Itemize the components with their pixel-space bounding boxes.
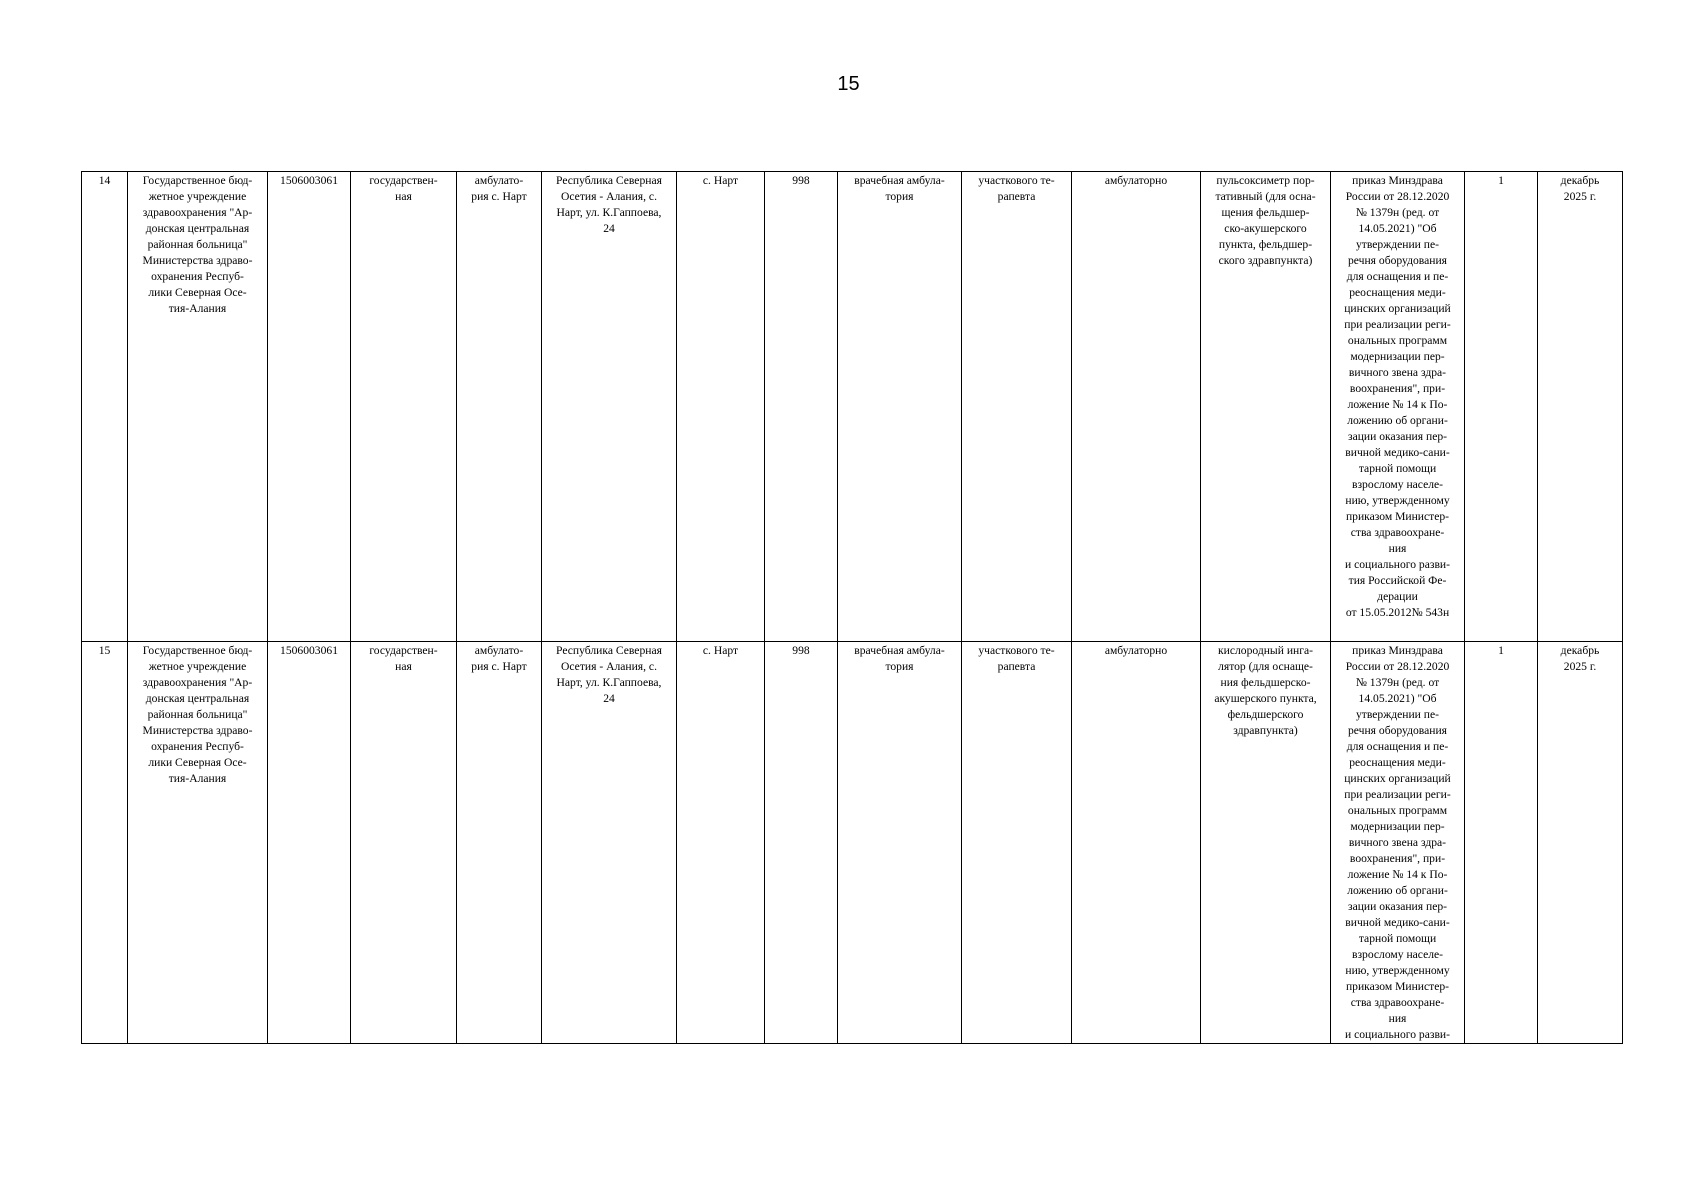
cell-institution: Государственное бюд- жетное учреждение здравоохранения "Ар- донская центральная районная больница" Министерства здраво- охранения Респуб- лики Северная Осе- тия-Алания (128, 642, 268, 1044)
cell-facility: амбулато- рия с. Нарт (457, 642, 542, 1044)
cell-quantity: 1 (1465, 172, 1538, 642)
cell-equipment: кислородный инга- лятор (для оснаще- ния фельдшерско- акушерского пункта, фельдшерского здравпункта) (1201, 642, 1331, 1044)
cell-number: 14 (82, 172, 128, 642)
cell-position: участкового те- рапевта (962, 172, 1072, 642)
cell-inn: 1506003061 (268, 172, 351, 642)
cell-facility: амбулато- рия с. Нарт (457, 172, 542, 642)
cell-population: 998 (765, 172, 838, 642)
cell-number: 15 (82, 642, 128, 1044)
page-number: 15 (837, 73, 860, 95)
cell-legal-basis: приказ Минздрава России от 28.12.2020 № 1379н (ред. от 14.05.2021) "Об утверждении пе- речня оборудования для оснащения и пе- реоснащения меди- цинских организаций при реализации реги- ональных программ модернизации пер- вичного звена здра- воохранения", при- ложение № 14 к По- ложению об органи- зации оказания пер- вичной медико-сани- тарной помощи взрослому населе- нию, утвержденному приказом Министер- ства здравоохране- ния и социального разви- (1331, 642, 1465, 1044)
cell-address: Республика Северная Осетия - Алания, с. Нарт, ул. К.Гаппоева, 24 (542, 642, 677, 1044)
cell-quantity: 1 (1465, 642, 1538, 1044)
table-row (82, 172, 1623, 642)
cell-population: 998 (765, 642, 838, 1044)
cell-position: участкового те- рапевта (962, 642, 1072, 1044)
equipment-table (81, 171, 1623, 1044)
cell-settlement: с. Нарт (677, 642, 765, 1044)
cell-institution: Государственное бюд- жетное учреждение здравоохранения "Ар- донская центральная районная больница" Министерства здраво- охранения Респуб- лики Северная Осе- тия-Алания (128, 172, 268, 642)
cell-term: декабрь 2025 г. (1538, 172, 1623, 642)
cell-unit-type: врачебная амбула- тория (838, 172, 962, 642)
cell-settlement: с. Нарт (677, 172, 765, 642)
cell-unit-type: врачебная амбула- тория (838, 642, 962, 1044)
cell-ownership: государствен- ная (351, 172, 457, 642)
cell-term: декабрь 2025 г. (1538, 642, 1623, 1044)
cell-address: Республика Северная Осетия - Алания, с. Нарт, ул. К.Гаппоева, 24 (542, 172, 677, 642)
cell-care-form: амбулаторно (1072, 172, 1201, 642)
cell-legal-basis: приказ Минздрава России от 28.12.2020 № 1379н (ред. от 14.05.2021) "Об утверждении пе- речня оборудования для оснащения и пе- реоснащения меди- цинских организаций при реализации реги- ональных программ модернизации пер- вичного звена здра- воохранения", при- ложение № 14 к По- ложению об органи- зации оказания пер- вичной медико-сани- тарной помощи взрослому населе- нию, утвержденному приказом Министер- ства здравоохране- ния и социального разви- тия Российской Фе- дерации от 15.05.2012№ 543н (1331, 172, 1465, 642)
cell-equipment: пульсоксиметр пор- тативный (для осна- щения фельдшер- ско-акушерского пункта, фельдшер- ского здравпункта) (1201, 172, 1331, 642)
table-row (82, 642, 1623, 1044)
cell-inn: 1506003061 (268, 642, 351, 1044)
cell-care-form: амбулаторно (1072, 642, 1201, 1044)
cell-ownership: государствен- ная (351, 642, 457, 1044)
